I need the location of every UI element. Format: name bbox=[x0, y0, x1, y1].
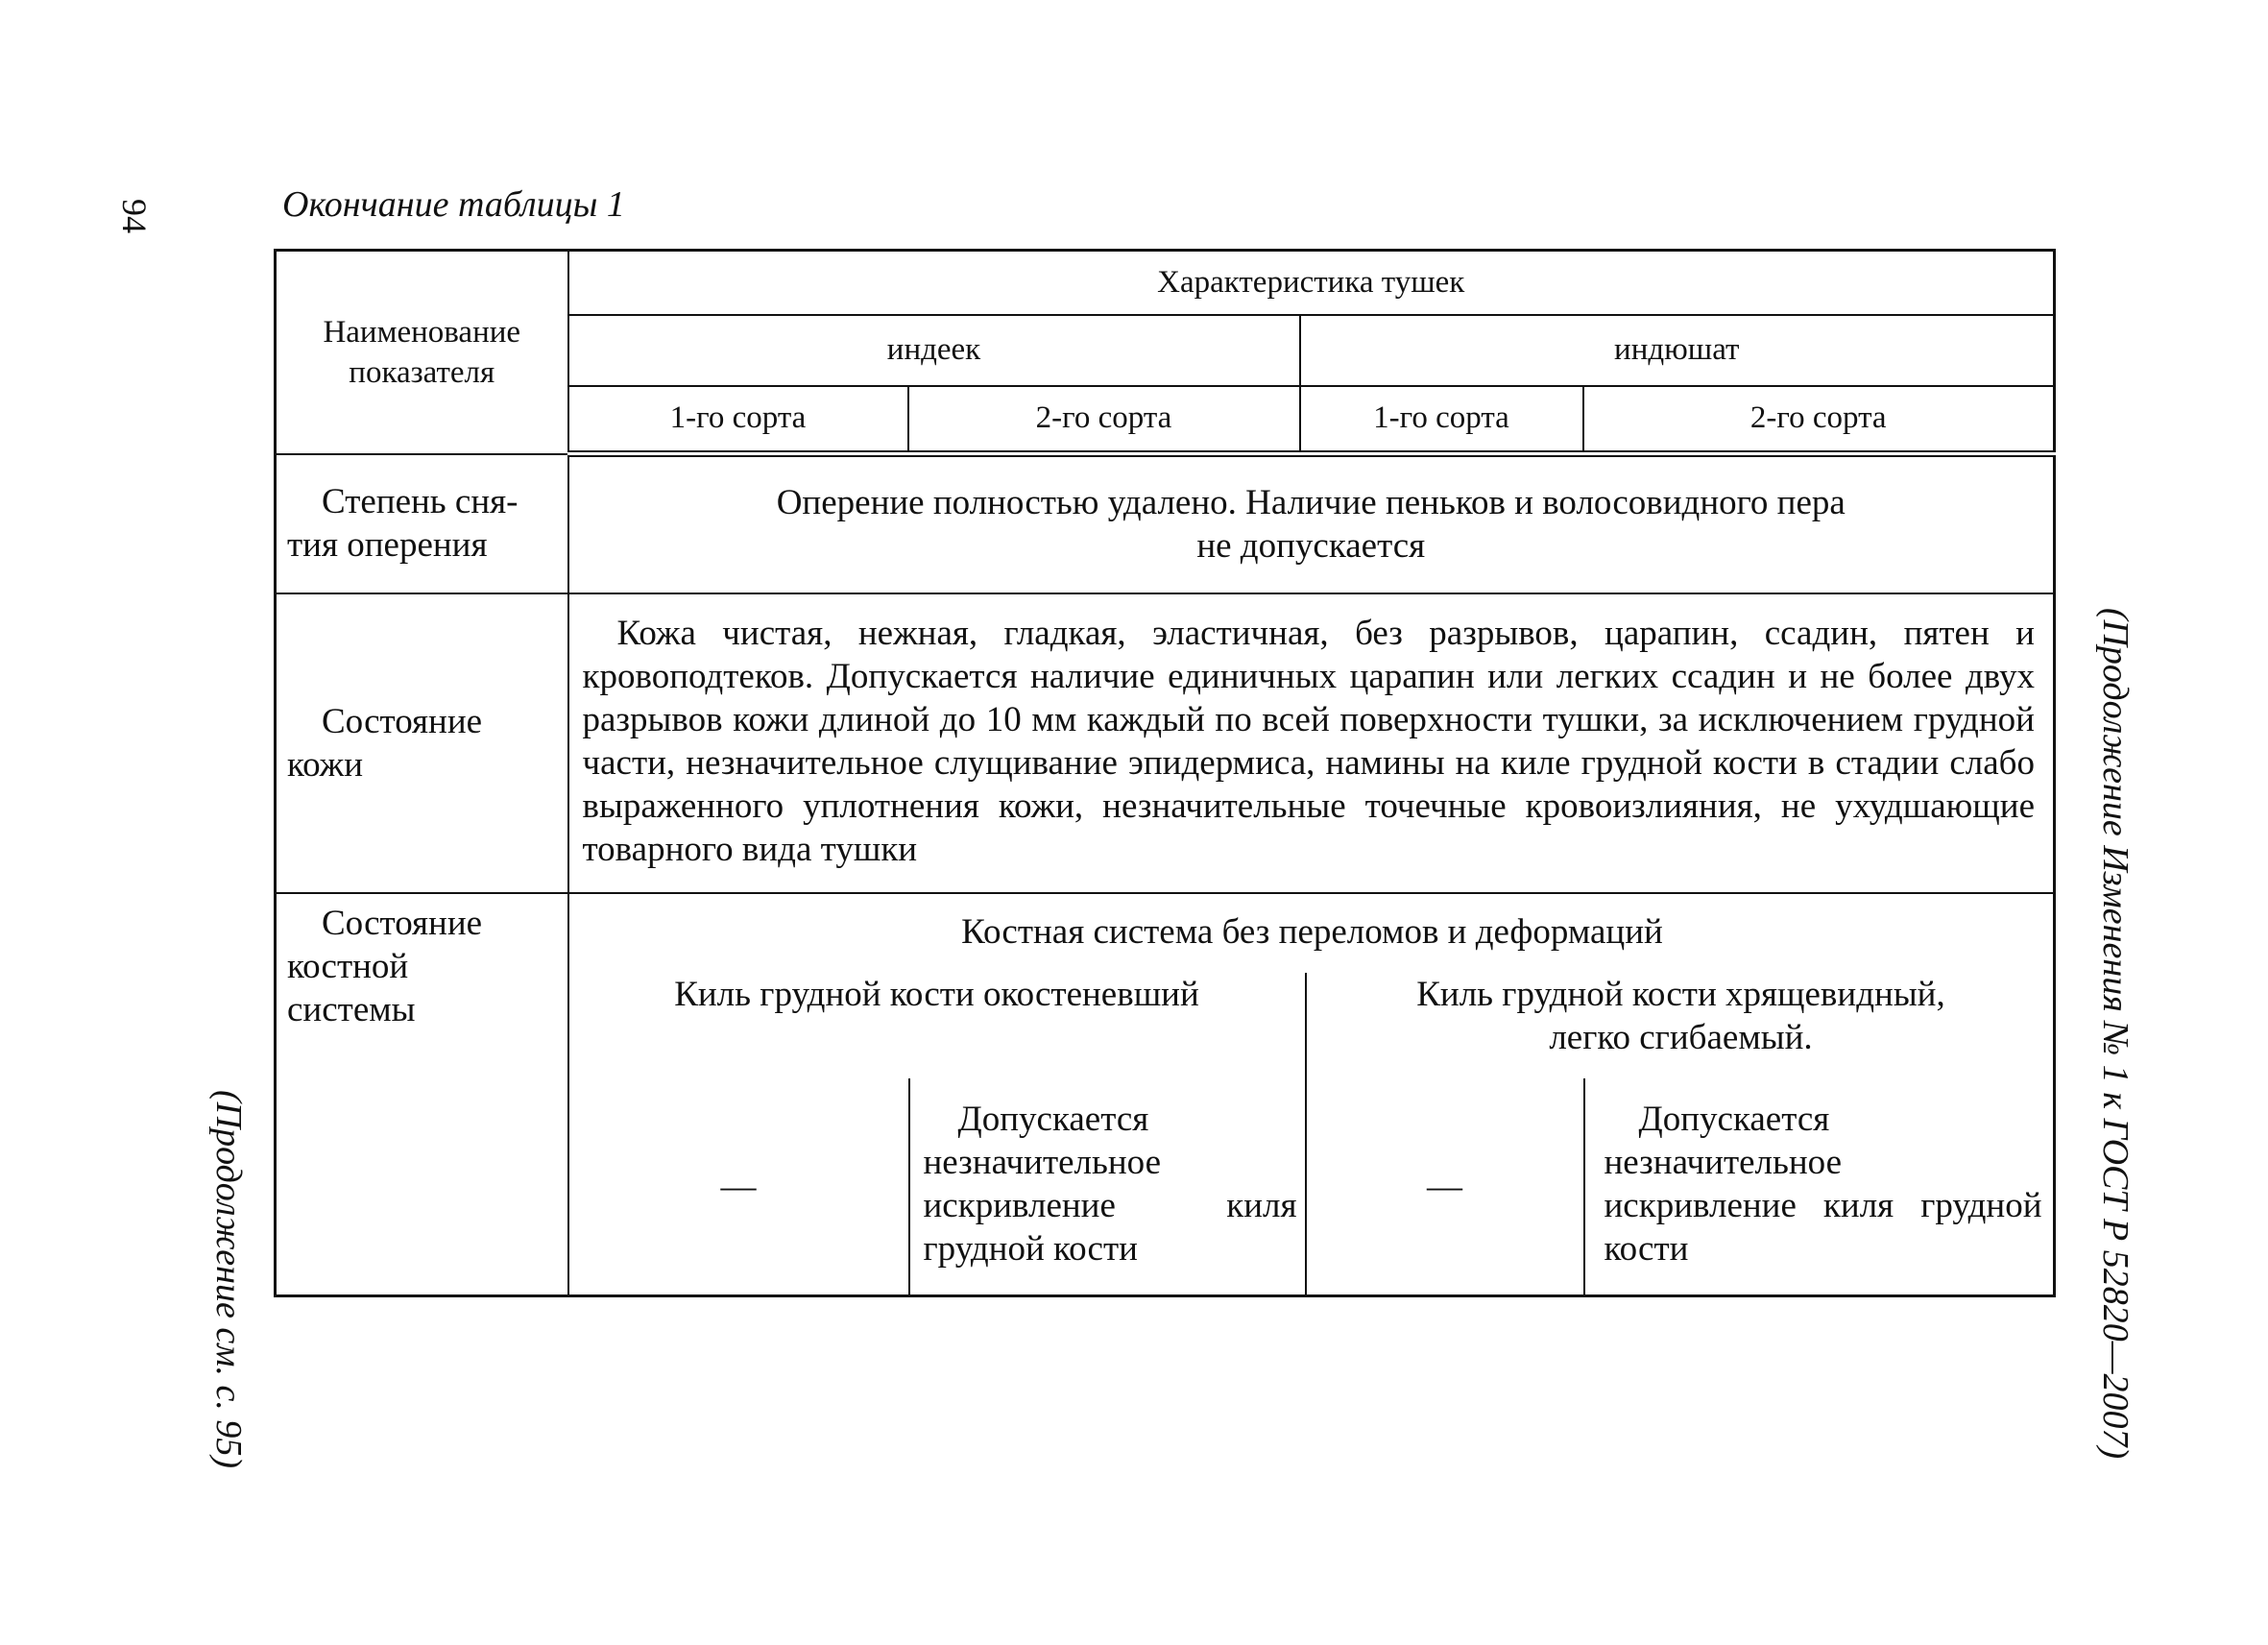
skin-label bbox=[276, 593, 568, 893]
skin-label-line2: кожи bbox=[287, 744, 364, 785]
poults-grade1-header: 1-го сорта bbox=[1300, 386, 1583, 454]
skin-row bbox=[276, 593, 2055, 893]
plumage-text-line2: не допускается bbox=[1196, 526, 1426, 567]
skin-text: Кожа чистая, нежная, гладкая, эластичная, без разрывов, царапин, ссадин, пятен и кровоподтеков. Допускается наличие единичных царапин или легких ссадин и не более двух разрывов кожи длиной до 10 мм каждый по всей поверхности тушки, за исключением грудной части, незначительное слущивание эпидермиса, намины на киле грудной кости в стадии слабо выраженного уплотнения кожи, незначительные точечные кровоизлияния, не ухудшающие товарного вида тушки bbox=[582, 613, 2035, 869]
side-note-continuation: (Продолжение см. с. 95) bbox=[208, 1089, 249, 1469]
keel-poults-line1: Киль грудной кости хрящевидный, bbox=[1416, 974, 1945, 1014]
bone-label bbox=[276, 893, 568, 1296]
turkeys-grade2-allowed bbox=[909, 1078, 1306, 1294]
plumage-text-line1: Оперение полностью удалено. Наличие пеньков и волосовидного пера bbox=[776, 483, 1846, 523]
keel-poults bbox=[1306, 973, 2056, 1078]
turkeys-grade2-allowed-text: Допускается незначительное искривление киля грудной кости bbox=[923, 1099, 1297, 1269]
keel-turkeys: Киль грудной кости окостеневший bbox=[569, 973, 1306, 1078]
bone-subgrid bbox=[569, 894, 2056, 1294]
bone-content bbox=[568, 893, 2055, 1296]
turkeys-header: индеек bbox=[568, 315, 1300, 386]
bone-label-line1: Состояние bbox=[322, 903, 483, 943]
plumage-label-line1: Степень сня- bbox=[322, 482, 519, 521]
plumage-label-line2: тия оперения bbox=[287, 525, 488, 565]
poults-grade2-allowed-text: Допускается незначительное искривление киля грудной кости bbox=[1604, 1099, 2042, 1269]
poults-grade2-header: 2-го сорта bbox=[1583, 386, 2055, 454]
poults-grade2-allowed bbox=[1584, 1078, 2056, 1294]
keel-poults-line2: легко сгибаемый. bbox=[1549, 1017, 1813, 1057]
turkeys-grade2-header: 2-го сорта bbox=[908, 386, 1300, 454]
plumage-label bbox=[276, 454, 568, 593]
bone-label-line2: костной bbox=[287, 946, 409, 986]
bone-title: Костная система без переломов и деформаций bbox=[961, 911, 1663, 952]
skin-text-cell bbox=[568, 593, 2055, 893]
turkeys-grade1-header: 1-го сорта bbox=[568, 386, 908, 454]
bone-label-line3: системы bbox=[287, 989, 416, 1029]
turkeys-grade1-dash: — bbox=[720, 1166, 757, 1206]
table-caption: Окончание таблицы 1 bbox=[282, 184, 625, 225]
plumage-text bbox=[568, 454, 2055, 593]
poults-header: индюшат bbox=[1300, 315, 2055, 386]
bone-row bbox=[276, 893, 2055, 1296]
page-number: 94 bbox=[115, 199, 154, 233]
poults-grade1-dash: — bbox=[1306, 1078, 1584, 1294]
indicator-name-header: Наименование показателя bbox=[276, 251, 568, 454]
characteristics-table bbox=[274, 249, 2056, 1297]
plumage-row bbox=[276, 454, 2055, 593]
skin-label-line1: Состояние bbox=[322, 701, 483, 741]
side-note-amendment: (Продолжение Изменения № 1 к ГОСТ Р 52820—2007) bbox=[2095, 607, 2135, 1460]
carcass-characteristics-header: Характеристика тушек bbox=[568, 251, 2055, 315]
